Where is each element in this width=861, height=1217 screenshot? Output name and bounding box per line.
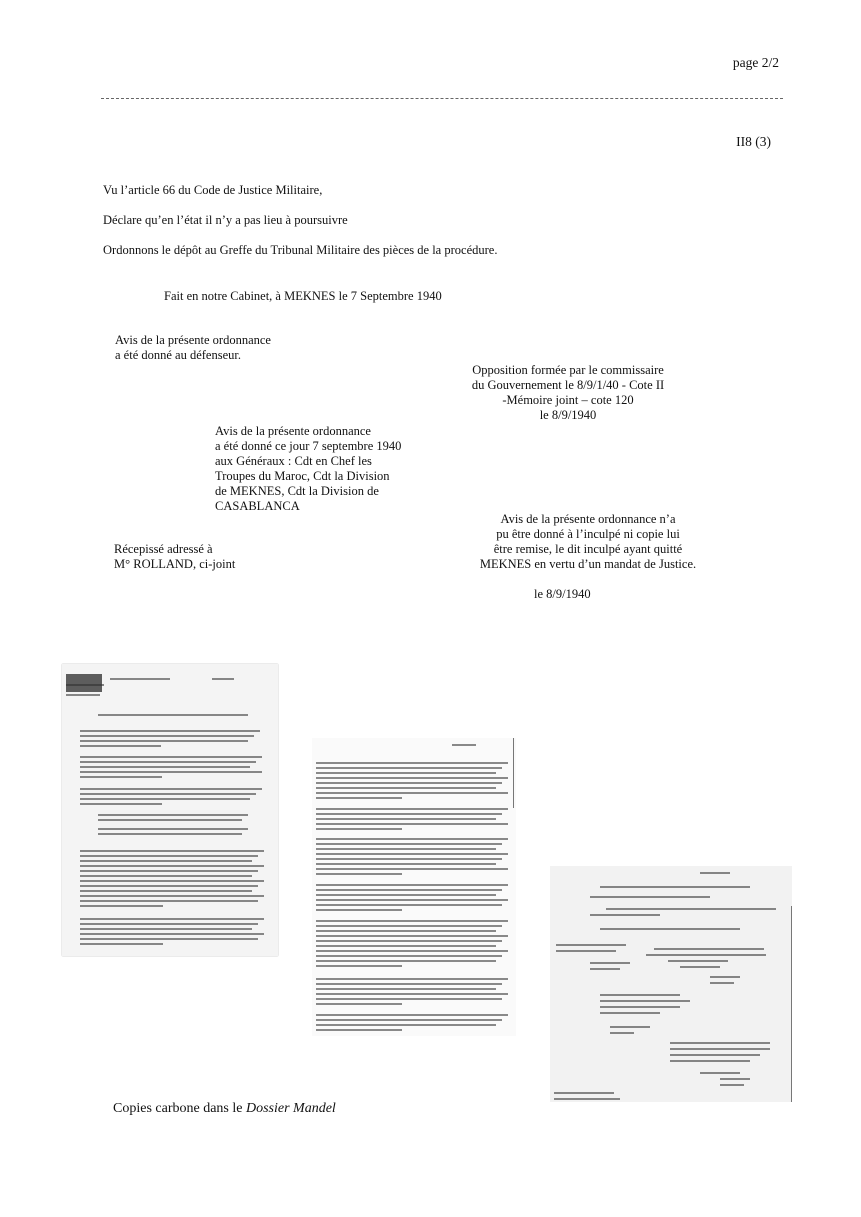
scan-text-line — [554, 1092, 614, 1094]
scan-text-line — [80, 900, 258, 902]
scan-text-line — [80, 933, 264, 935]
scan-text-line — [316, 950, 508, 952]
scan-text-line — [556, 944, 626, 946]
scan-text-line — [80, 761, 256, 763]
scan-text-line — [600, 1006, 680, 1008]
scan-text-line — [80, 730, 260, 732]
scan-text-line — [80, 905, 163, 907]
scan-text-line — [670, 1042, 770, 1044]
scan-text-line — [316, 983, 502, 985]
caption — [113, 1101, 336, 1117]
scan-text-line — [80, 740, 248, 742]
scan-text-line — [80, 745, 161, 747]
scan-text-line — [316, 782, 502, 784]
scan-text-line — [98, 714, 248, 716]
opposition-line: le 8/9/1940 — [539, 408, 597, 422]
scan-text-line — [710, 976, 740, 978]
scan-text-line — [110, 678, 170, 680]
scan-text-line — [316, 894, 496, 896]
scan-text-line — [316, 920, 508, 922]
scan-text-line — [556, 950, 616, 952]
scan-text-line — [80, 943, 163, 945]
scan-text-line — [316, 843, 502, 845]
scan-text-line — [610, 1026, 650, 1028]
scan-text-line — [212, 678, 234, 680]
scan-text-line — [554, 1098, 620, 1100]
scan-text-line — [600, 1012, 660, 1014]
receipt-note — [114, 542, 235, 572]
defender-notice — [115, 333, 271, 363]
scan-text-line — [700, 872, 730, 874]
scan-text-line — [80, 865, 264, 867]
scan-text-line — [316, 797, 402, 799]
scan-text-line — [66, 684, 104, 686]
scan-text-line — [80, 890, 252, 892]
scan-text-line — [316, 787, 496, 789]
scan-text-line — [316, 792, 508, 794]
scan-text-line — [80, 938, 258, 940]
scan-text-line — [316, 935, 508, 937]
scan-text-line — [316, 993, 508, 995]
accused-notice-line: Avis de la présente ordonnance n’a — [500, 512, 676, 526]
declaration-line: Déclare qu’en l’état il n’y a pas lieu à poursuivre — [103, 213, 348, 227]
scan-text-line — [316, 777, 508, 779]
scan-text-line — [590, 968, 620, 970]
opposition-note — [448, 363, 688, 423]
scan-text-line — [316, 1029, 402, 1031]
scan-text-line — [590, 914, 660, 916]
scan-text-line — [600, 928, 740, 930]
scan-text-line — [316, 873, 402, 875]
generals-notice-line: Troupes du Maroc, Cdt la Division — [215, 469, 390, 483]
scan-text-line — [80, 923, 258, 925]
scan-text-line — [720, 1078, 750, 1080]
scan-text-line — [316, 930, 496, 932]
scan-text-line — [80, 928, 252, 930]
carbon-copy-scan-page-2 — [312, 738, 516, 1036]
dashed-separator — [101, 98, 783, 99]
document-reference: II8 (3) — [736, 134, 771, 149]
scan-text-line — [98, 814, 248, 816]
scan-text-line — [316, 940, 502, 942]
opposition-line: Opposition formée par le commissaire — [472, 363, 664, 377]
scan-text-line — [610, 1032, 634, 1034]
scan-text-line — [452, 744, 476, 746]
scan-text-line — [66, 694, 100, 696]
generals-notice — [215, 424, 401, 514]
scan-text-line — [720, 1084, 744, 1086]
article-line: Vu l’article 66 du Code de Justice Militaire, — [103, 183, 323, 197]
scan-text-line — [316, 1014, 508, 1016]
scan-text-line — [316, 767, 502, 769]
receipt-line: M° ROLLAND, ci-joint — [114, 557, 236, 571]
defender-notice-line: a été donné au défenseur. — [115, 348, 241, 362]
scan-text-line — [316, 965, 402, 967]
scan-text-line — [316, 1003, 402, 1005]
scan-text-line — [80, 860, 252, 862]
scan-text-line — [316, 868, 508, 870]
scan-text-line — [316, 853, 508, 855]
scan-text-line — [710, 982, 734, 984]
caption-text: Copies carbone dans le — [113, 1101, 246, 1116]
scan-text-line — [80, 798, 250, 800]
scan-text-line — [80, 766, 250, 768]
scan-text-line — [606, 908, 776, 910]
scan-text-line — [316, 808, 508, 810]
scan-text-line — [98, 833, 242, 835]
signature-line: Fait en notre Cabinet, à MEKNES le 7 Septembre 1940 — [164, 289, 442, 303]
scan-text-line — [80, 875, 252, 877]
scan-text-line — [700, 1072, 740, 1074]
scan-text-line — [316, 955, 502, 957]
opposition-line: -Mémoire joint – cote 120 — [502, 393, 634, 407]
scan-text-line — [316, 1024, 496, 1026]
scan-text-line — [316, 998, 502, 1000]
order-line: Ordonnons le dépôt au Greffe du Tribunal Militaire des pièces de la procédure. — [103, 243, 498, 257]
scan-text-line — [670, 1048, 770, 1050]
scan-text-line — [668, 960, 728, 962]
scan-text-line — [80, 771, 262, 773]
scan-text-line — [316, 858, 502, 860]
generals-notice-line: de MEKNES, Cdt la Division de — [215, 484, 379, 498]
scan-text-line — [316, 762, 508, 764]
scan-text-line — [316, 828, 402, 830]
scan-text-line — [316, 899, 508, 901]
scan-text-line — [98, 819, 242, 821]
scan-text-line — [80, 895, 264, 897]
defender-notice-line: Avis de la présente ordonnance — [115, 333, 271, 347]
scan-text-line — [316, 848, 496, 850]
scan-text-line — [600, 886, 750, 888]
page-number: page 2/2 — [732, 55, 779, 70]
scan-text-line — [680, 966, 720, 968]
scan-text-line — [590, 896, 710, 898]
scan-text-line — [80, 756, 262, 758]
generals-notice-line: a été donné ce jour 7 septembre 1940 — [215, 439, 402, 453]
scan-text-line — [316, 1019, 502, 1021]
accused-notice-line: pu être donné à l’inculpé ni copie lui — [496, 527, 680, 541]
scan-text-line — [80, 776, 162, 778]
scan-text-line — [80, 885, 258, 887]
scan-text-line — [316, 813, 502, 815]
accused-notice-line: être remise, le dit inculpé ayant quitté — [493, 542, 683, 556]
accused-notice — [468, 512, 708, 572]
scan-text-line — [316, 823, 508, 825]
carbon-copy-scan-page-1 — [62, 664, 278, 956]
scan-text-line — [80, 788, 262, 790]
scan-text-line — [316, 884, 508, 886]
scan-text-line — [316, 909, 402, 911]
opposition-line: du Gouvernement le 8/9/1/40 - Cote II — [471, 378, 665, 392]
scan-text-line — [316, 945, 496, 947]
scan-text-line — [670, 1060, 750, 1062]
scan-text-line — [80, 735, 254, 737]
generals-notice-line: aux Généraux : Cdt en Chef les — [215, 454, 372, 468]
scan-text-line — [80, 918, 264, 920]
generals-notice-line: Avis de la présente ordonnance — [215, 424, 371, 438]
scan-text-line — [316, 863, 496, 865]
scan-text-line — [670, 1054, 760, 1056]
scan-text-line — [80, 850, 264, 852]
scan-text-line — [316, 960, 496, 962]
scan-text-line — [80, 803, 162, 805]
scan-text-line — [316, 988, 496, 990]
scan-text-line — [590, 962, 630, 964]
scan-text-line — [80, 880, 264, 882]
accused-notice-date: le 8/9/1940 — [534, 587, 591, 601]
accused-notice-line: MEKNES en vertu d’un mandat de Justice. — [479, 557, 697, 571]
generals-notice-line: CASABLANCA — [215, 499, 300, 513]
scan-text-line — [654, 948, 764, 950]
scan-text-line — [646, 954, 766, 956]
scan-text-line — [80, 793, 256, 795]
scan-text-line — [316, 925, 502, 927]
scan-text-line — [316, 889, 502, 891]
scan-text-line — [600, 994, 680, 996]
scan-text-line — [80, 855, 258, 857]
carbon-copy-scan-page-3 — [550, 866, 792, 1102]
caption-italic: Dossier Mandel — [245, 1101, 336, 1116]
scan-text-line — [98, 828, 248, 830]
scan-text-line — [600, 1000, 690, 1002]
receipt-line: Récepissé adressé à — [114, 542, 213, 556]
scan-text-line — [316, 772, 496, 774]
scan-text-line — [316, 904, 502, 906]
scan-text-line — [80, 870, 258, 872]
scan-text-line — [316, 978, 508, 980]
scan-text-line — [316, 818, 496, 820]
scan-text-line — [316, 838, 508, 840]
